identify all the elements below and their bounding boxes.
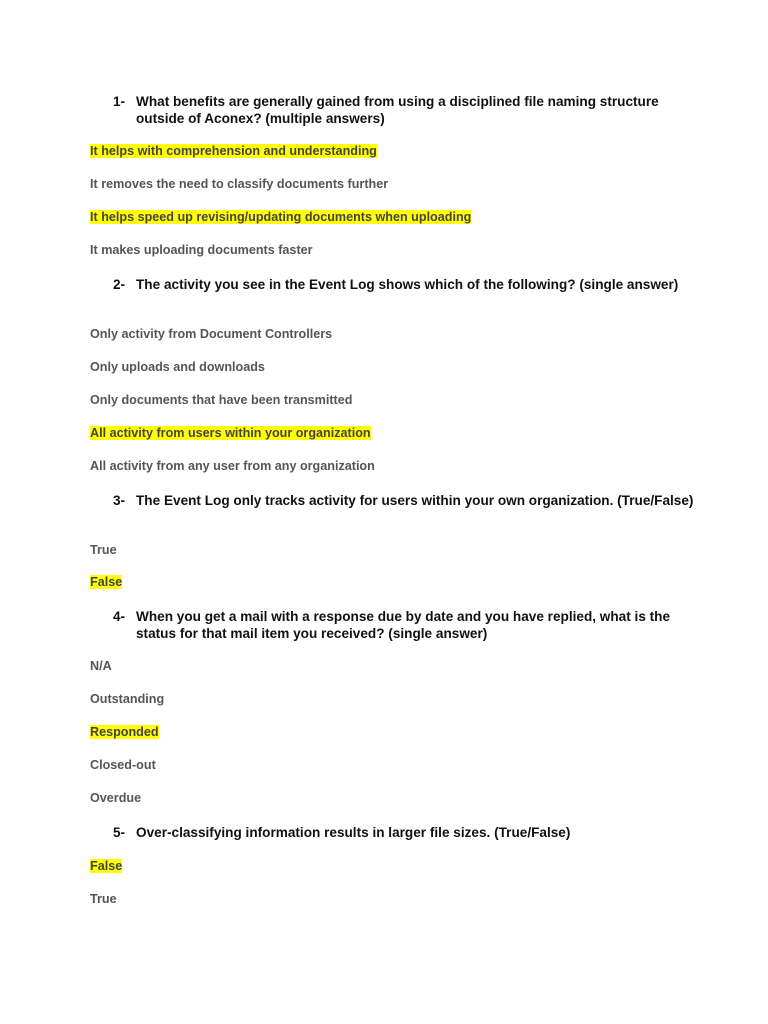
answer-option-highlighted: All activity from users within your organization xyxy=(90,426,371,440)
answer-option-highlighted: False xyxy=(90,575,123,589)
answer-option-highlighted: It helps speed up revising/updating documents when uploading xyxy=(90,210,472,224)
question-text: What benefits are generally gained from using a disciplined file naming structure outside of Aconex? (multiple answers) xyxy=(136,94,659,126)
question-text: The Event Log only tracks activity for users within your own organization. (True/False) xyxy=(136,493,694,508)
question-number: 5- xyxy=(113,825,126,840)
answer-option: Overdue xyxy=(90,791,142,805)
answer-option-highlighted: False xyxy=(90,859,123,873)
answer-option: Only documents that have been transmitted xyxy=(90,393,353,407)
answer-option: N/A xyxy=(90,659,112,673)
question-number: 3- xyxy=(113,493,126,508)
question-number: 4- xyxy=(113,609,126,624)
answer-option: Outstanding xyxy=(90,692,165,706)
answer-option-highlighted: It helps with comprehension and understanding xyxy=(90,144,377,158)
answer-option: True xyxy=(90,892,117,906)
question-text: The activity you see in the Event Log shows which of the following? (single answer) xyxy=(136,277,679,292)
answer-option-highlighted: Responded xyxy=(90,725,159,739)
answer-option: Only uploads and downloads xyxy=(90,360,265,374)
answer-option: It removes the need to classify documents further xyxy=(90,177,389,191)
question-number: 1- xyxy=(113,94,126,109)
answer-option: True xyxy=(90,543,117,557)
answer-option: All activity from any user from any organization xyxy=(90,459,375,473)
answer-option: Only activity from Document Controllers xyxy=(90,327,333,341)
question-text: When you get a mail with a response due by date and you have replied, what is the status for that mail item you received? (single answer) xyxy=(136,609,671,641)
answer-option: Closed-out xyxy=(90,758,156,772)
answer-option: It makes uploading documents faster xyxy=(90,243,313,257)
question-number: 2- xyxy=(113,277,126,292)
question-text: Over-classifying information results in larger file sizes. (True/False) xyxy=(136,825,571,840)
